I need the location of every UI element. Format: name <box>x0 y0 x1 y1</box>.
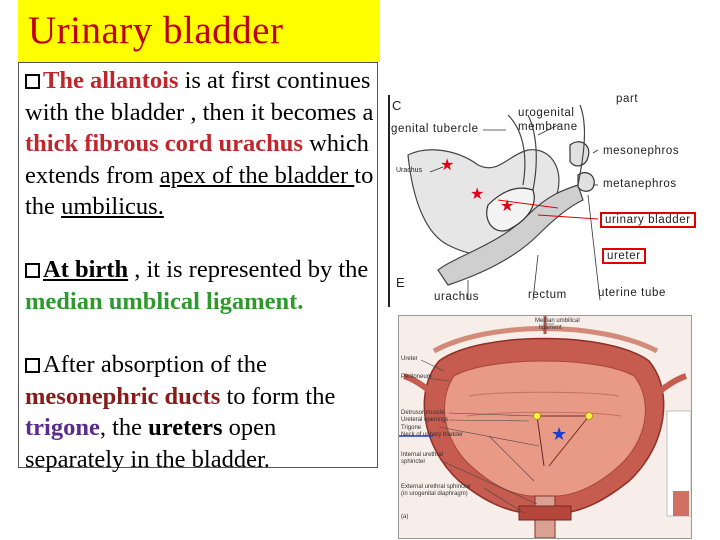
label-membrane: membrane <box>518 121 578 133</box>
label-urinary-bladder: urinary bladder <box>600 212 696 228</box>
text-panel <box>18 62 378 473</box>
label-urachus-small: Urachus <box>396 167 423 174</box>
label-internal-sphincter-2: sphincter <box>401 459 426 465</box>
label-metanephros: metanephros <box>603 178 677 190</box>
b3-ureters: ureters <box>148 414 223 441</box>
b2-ligament: median umblical ligament. <box>25 287 304 315</box>
label-mesonephros: mesonephros <box>603 145 680 157</box>
b3-text-d: open separately in the bladder. <box>25 414 277 473</box>
checkbox-bullet-icon <box>25 358 40 373</box>
label-urogenital: urogenital <box>518 107 575 119</box>
b3-text-b: to form the <box>220 382 336 410</box>
label-detrusor: Detrusor muscle <box>401 410 445 416</box>
label-genital-tubercle: genital tubercle <box>391 123 479 135</box>
b1-apex: apex of the bladder <box>159 161 355 189</box>
label-urachus: urachus <box>434 291 480 303</box>
label-external-sphincter-2: (in urogenital diaphragm) <box>401 491 468 497</box>
label-ureter: ureter <box>602 248 646 264</box>
b2-at-birth: At birth <box>43 256 129 283</box>
bladder-cross-section <box>399 316 691 538</box>
b1-umbilicus: umbilicus. <box>61 193 164 220</box>
b1-allantois: The allantois <box>43 67 179 94</box>
b3-text-a: After absorption of the <box>43 351 267 378</box>
bullet-1 <box>25 65 375 223</box>
label-ureteral-openings: Ureteral openings <box>401 417 449 423</box>
b2-text: , it is represented by the <box>128 256 369 283</box>
embryology-diagram <box>388 95 708 307</box>
label-ureter-2: Ureter <box>401 356 418 362</box>
red-star-icon: ★ <box>470 184 485 203</box>
red-star-icon: ★ <box>500 196 515 215</box>
b1-urachus: thick fibrous cord urachus <box>25 130 303 157</box>
b1-text-b: which extends from <box>25 130 369 189</box>
label-panel-a: (a) <box>401 514 409 520</box>
label-internal-sphincter: Internal urethral <box>401 452 444 458</box>
panel-letter-c: C <box>392 98 402 113</box>
label-external-sphincter: External urethral sphincter <box>401 484 472 490</box>
red-star-icon: ★ <box>440 155 455 174</box>
label-rectum: rectum <box>528 289 567 301</box>
b3-mesonephric: mesonephric ducts <box>25 382 221 410</box>
checkbox-bullet-icon <box>25 263 40 278</box>
label-median-umbilical: Median umbilical <box>535 318 580 324</box>
b3-trigone: trigone <box>25 414 100 441</box>
label-trigone: Trigone <box>401 425 422 431</box>
bladder-anatomy-figure <box>398 315 692 539</box>
b1-text-c: to the <box>25 161 374 220</box>
label-uterine-tube: uterine tube <box>598 287 666 299</box>
b3-text-c: , the <box>99 414 149 441</box>
b1-text-a: is at first continues with the bladder , then it becomes a <box>25 67 374 126</box>
label-ligament: ligament <box>539 325 562 331</box>
title-banner <box>18 0 380 62</box>
blue-star-icon: ★ <box>551 424 568 445</box>
bullet-3 <box>25 349 375 475</box>
panel-letter-e: E <box>396 275 406 290</box>
label-neck: Neck of urinary bladder <box>401 432 464 438</box>
slide-title: Urinary bladder <box>28 9 284 52</box>
checkbox-bullet-icon <box>25 74 40 89</box>
label-peritoneum: Peritoneum <box>401 374 432 380</box>
label-part: part <box>616 93 639 105</box>
bullet-2 <box>25 254 375 317</box>
